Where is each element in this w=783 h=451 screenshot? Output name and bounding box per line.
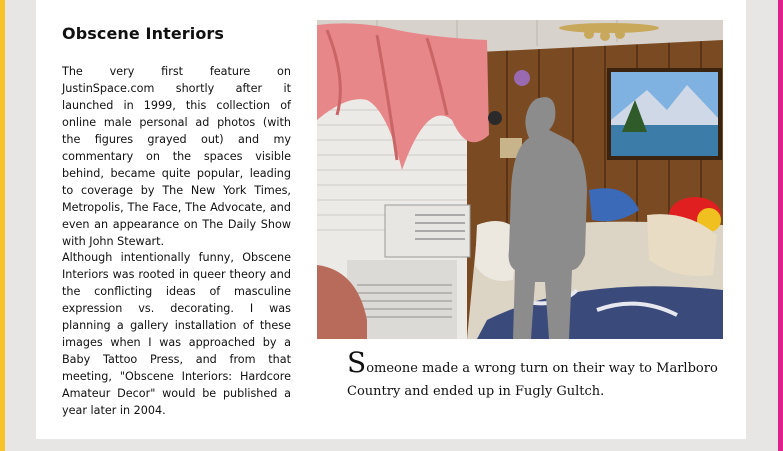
interior-photo [317,20,723,339]
caption-dropcap: S [347,346,367,379]
article-title: Obscene Interiors [62,24,225,43]
left-accent-stripe [0,0,5,451]
right-accent-stripe [778,0,783,451]
caption-text: omeone made a wrong turn on their way to Marlboro Country and ended up in Fugly Gultch. [347,361,718,399]
photo-caption [347,346,737,403]
article-paragraph-2: Although intentionally funny, Obscene Interiors was rooted in queer theory and the conflicting ideas of masculine expression vs. decorating. I was planning a gallery installation of these images when I was approached by a Baby Tattoo Press, and from that meeting, "Obscene Interiors: Hardcore Amateur Decor" would be published a year later in 2004. [62,251,291,417]
content-panel [36,0,746,439]
article-paragraph-1: The very first feature on JustinSpace.com shortly after it launched in 1999, this collection of online male personal ad photos (with the figures grayed out) and my commentary on the spaces visible behind, became quite popular, leading to coverage by The New York Times, Metropolis, The Face, The Advocate, and even an appearance on The Daily Show with John Stewart. [62,65,291,248]
